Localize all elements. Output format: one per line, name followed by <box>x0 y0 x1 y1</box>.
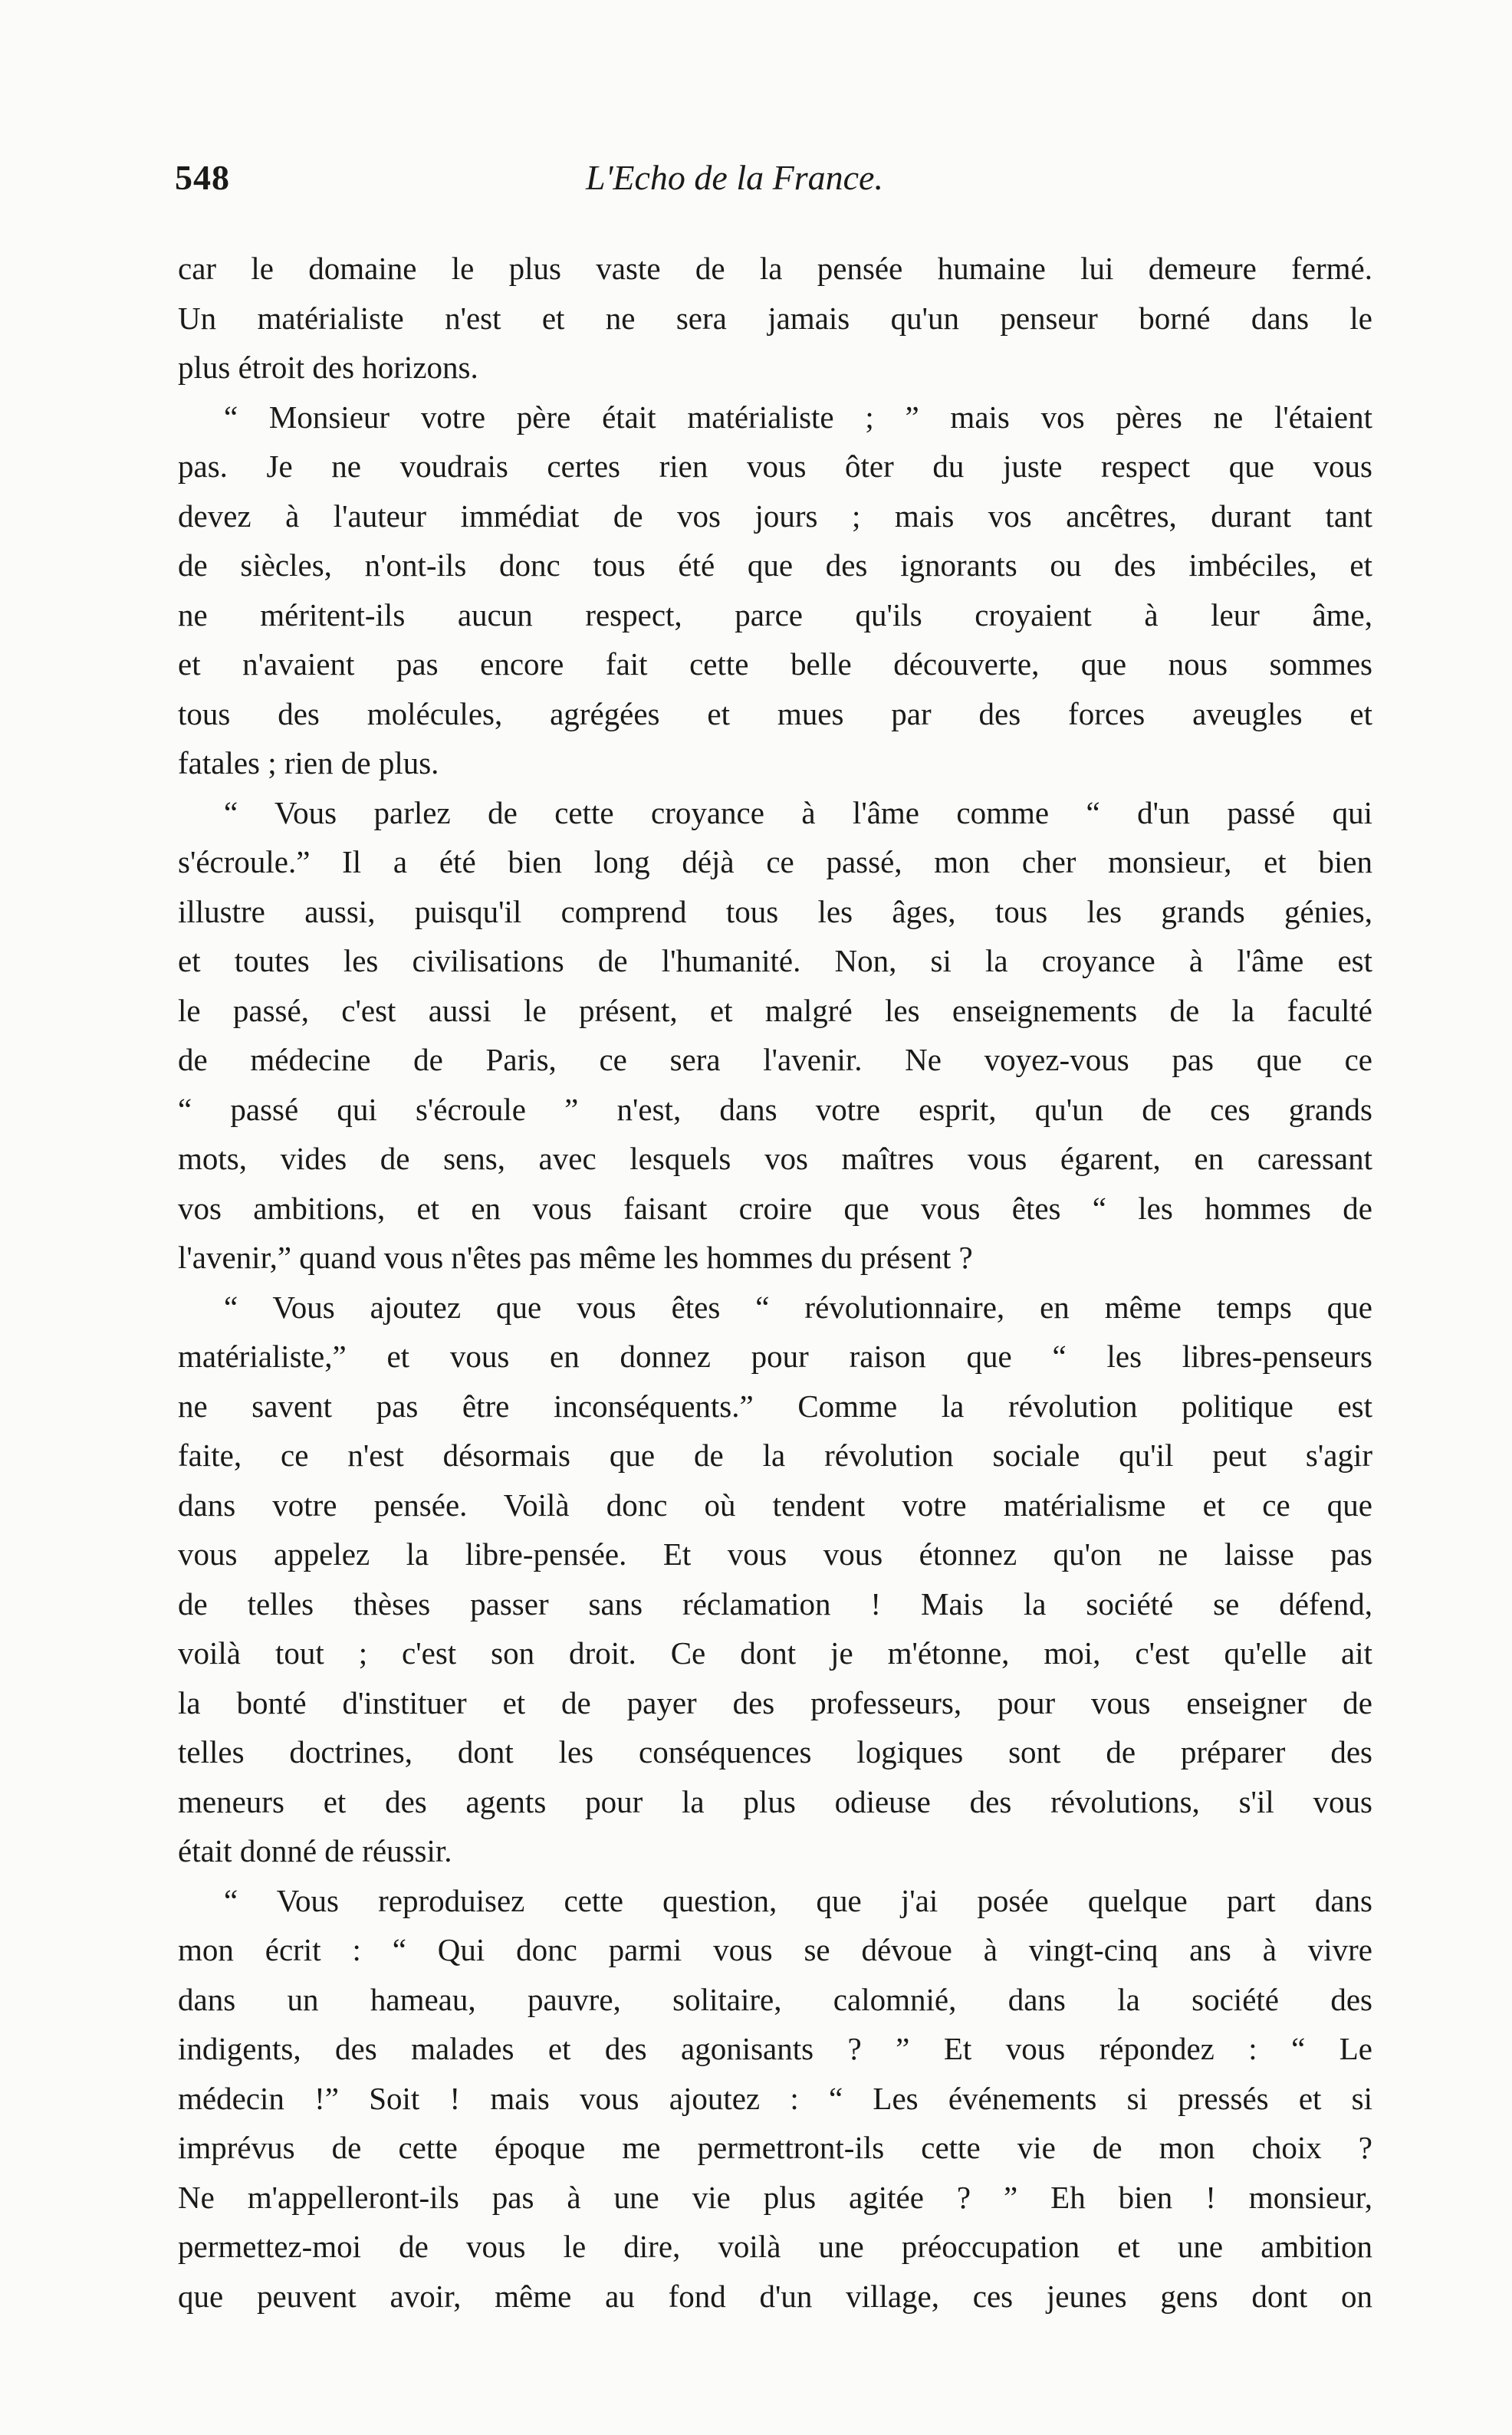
paragraph-first-line: “ Monsieur votre père était matérialiste ; ” mais vos pères ne l'étaient <box>224 399 1372 435</box>
text-line: devez à l'auteur immédiat de vos jours ; mais vos ancêtres, durant tant <box>178 498 1372 534</box>
text-line: la bonté d'instituer et de payer des professeurs, pour vous enseigner de <box>178 1684 1372 1720</box>
page-header <box>175 157 1371 203</box>
text-line: Un matérialiste n'est et ne sera jamais qu'un penseur borné dans le <box>178 300 1372 336</box>
text-line: vous appelez la libre-pensée. Et vous vous étonnez qu'on ne laisse pas <box>178 1536 1372 1572</box>
running-title: L'Echo de la France. <box>586 158 883 197</box>
text-line: et n'avaient pas encore fait cette belle découverte, que nous sommes <box>178 646 1372 682</box>
text-line: pas. Je ne voudrais certes rien vous ôter du juste respect que vous <box>178 449 1372 484</box>
paragraph-first-line: “ Vous reproduisez cette question, que j'ai posée quelque part dans <box>224 1882 1372 1918</box>
text-line: telles doctrines, dont les conséquences logiques sont de préparer des <box>178 1734 1372 1770</box>
text-line: de médecine de Paris, ce sera l'avenir. Ne voyez-vous pas que ce <box>178 1042 1372 1077</box>
text-line: dans votre pensée. Voilà donc où tendent votre matérialisme et ce que <box>178 1487 1372 1523</box>
text-line: mon écrit : “ Qui donc parmi vous se dévoue à vingt-cinq ans à vivre <box>178 1932 1372 1967</box>
text-line: le passé, c'est aussi le présent, et malgré les enseignements de la faculté <box>178 992 1372 1028</box>
text-line: de telles thèses passer sans réclamation ! Mais la société se défend, <box>178 1586 1372 1622</box>
text-line: ne méritent-ils aucun respect, parce qu'ils croyaient à leur âme, <box>178 596 1372 633</box>
text-line: mots, vides de sens, avec lesquels vos maîtres vous égarent, en caressant <box>178 1141 1372 1176</box>
text-line: illustre aussi, puisqu'il comprend tous les âges, tous les grands génies, <box>178 893 1372 929</box>
text-line: fatales ; rien de plus. <box>178 745 439 780</box>
paragraph-first-line: “ Vous parlez de cette croyance à l'âme comme “ d'un passé qui <box>224 794 1372 830</box>
text-line: Ne m'appelleront-ils pas à une vie plus agitée ? ” Eh bien ! monsieur, <box>178 2179 1372 2215</box>
text-line: et toutes les civilisations de l'humanité. Non, si la croyance à l'âme est <box>178 943 1372 978</box>
text-line: car le domaine le plus vaste de la pensée humaine lui demeure fermé. <box>178 251 1372 286</box>
text-line: médecin !” Soit ! mais vous ajoutez : “ Les événements si pressés et si <box>178 2080 1372 2116</box>
text-line: permettez-moi de vous le dire, voilà une préoccupation et une ambition <box>178 2229 1372 2264</box>
text-line: s'écroule.” Il a été bien long déjà ce passé, mon cher monsieur, et bien <box>178 844 1372 879</box>
text-line: vos ambitions, et en vous faisant croire que vous êtes “ les hommes de <box>178 1190 1372 1226</box>
text-line: plus étroit des horizons. <box>178 350 478 385</box>
text-line: de siècles, n'ont-ils donc tous été que des ignorants ou des imbéciles, et <box>178 547 1372 583</box>
text-line: voilà tout ; c'est son droit. Ce dont je m'étonne, moi, c'est qu'elle ait <box>178 1635 1372 1671</box>
text-line: matérialiste,” et vous en donnez pour raison que “ les libres-penseurs <box>178 1339 1372 1374</box>
text-line: “ passé qui s'écroule ” n'est, dans votre esprit, qu'un de ces grands <box>178 1091 1372 1127</box>
text-line: faite, ce n'est désormais que de la révolution sociale qu'il peut s'agir <box>178 1438 1372 1473</box>
text-line: indigents, des malades et des agonisants ? ” Et vous répondez : “ Le <box>178 2031 1372 2066</box>
paragraph-first-line: “ Vous ajoutez que vous êtes “ révolutionnaire, en même temps que <box>224 1289 1372 1325</box>
text-line: tous des molécules, agrégées et mues par des forces aveugles et <box>178 695 1372 731</box>
body-text <box>178 244 1372 2321</box>
text-line: imprévus de cette époque me permettront-ils cette vie de mon choix ? <box>178 2130 1372 2165</box>
text-line: était donné de réussir. <box>178 1833 452 1868</box>
text-line: dans un hameau, pauvre, solitaire, calomnié, dans la société des <box>178 1981 1372 2017</box>
page-number: 548 <box>175 158 230 197</box>
text-line: ne savent pas être inconséquents.” Comme la révolution politique est <box>178 1388 1372 1424</box>
text-line: l'avenir,” quand vous n'êtes pas même les hommes du présent ? <box>178 1240 973 1275</box>
text-line: que peuvent avoir, même au fond d'un village, ces jeunes gens dont on <box>178 2278 1372 2314</box>
text-line: meneurs et des agents pour la plus odieuse des révolutions, s'il vous <box>178 1783 1372 1819</box>
